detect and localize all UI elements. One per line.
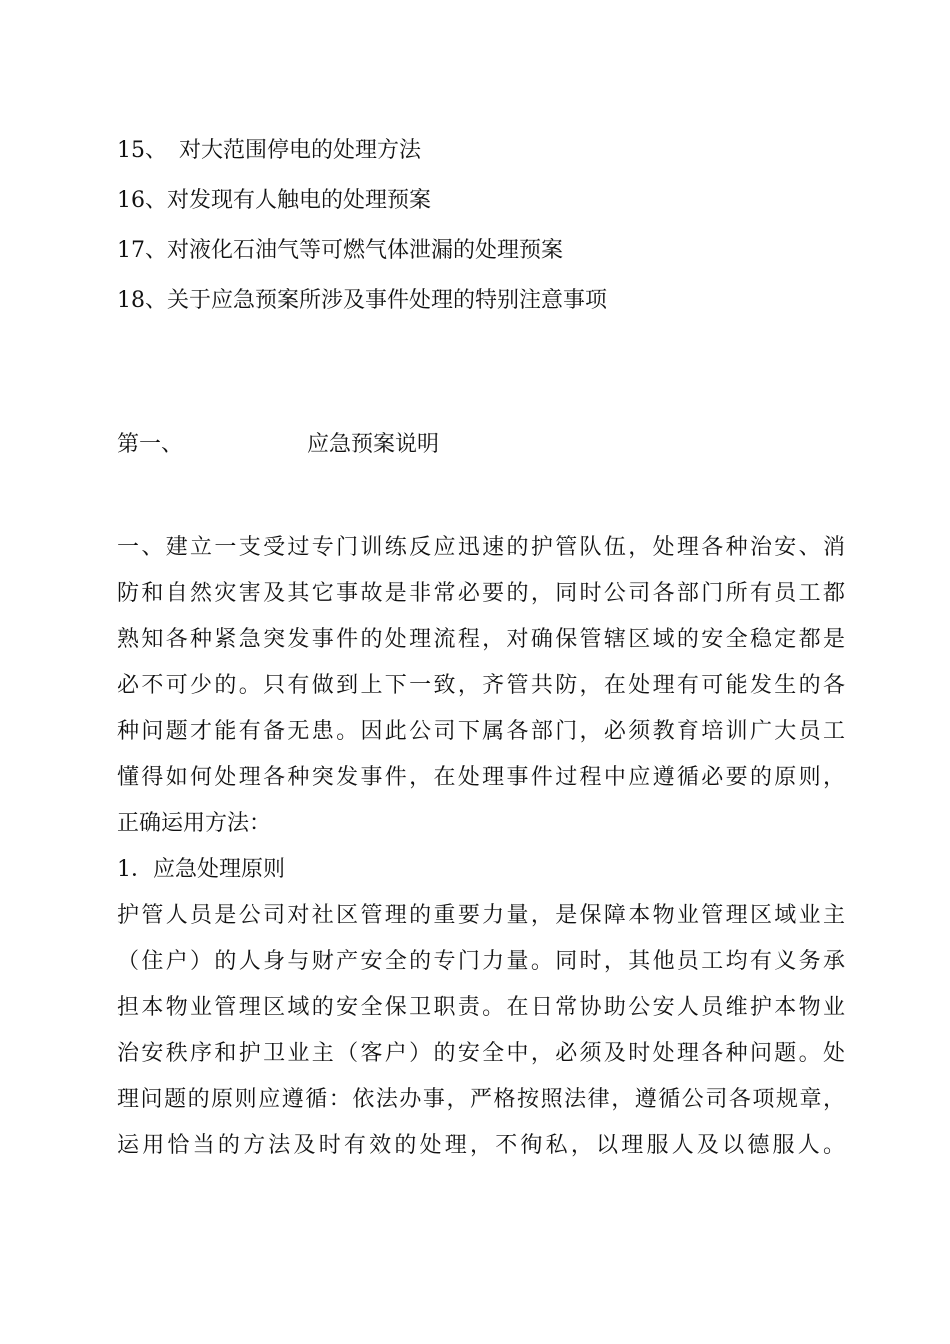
- paragraph-line: 正确运用方法：: [117, 811, 272, 836]
- paragraph-line: 防和自然灾害及其它事故是非常必要的，同时公司各部门所有员工都: [117, 581, 845, 606]
- paragraph-line: 懂得如何处理各种突发事件，在处理事件过程中应遵循必要的原则，: [117, 765, 845, 790]
- paragraph-line: 种问题才能有备无患。因此公司下属各部门，必须教育培训广大员工: [117, 719, 845, 744]
- toc-item-number: 15、: [117, 138, 167, 163]
- paragraph-line: 必不可少的。只有做到上下一致，齐管共防，在处理有可能发生的各: [117, 673, 845, 698]
- paragraph-line: 治安秩序和护卫业主（客户）的安全中，必须及时处理各种问题。处: [117, 1041, 845, 1066]
- toc-item: [117, 126, 857, 176]
- paragraph-line: 理问题的原则应遵循：依法办事，严格按照法律，遵循公司各项规章，: [117, 1087, 845, 1112]
- toc-item-title: 关于应急预案所涉及事件处理的特别注意事项: [167, 288, 608, 313]
- paragraph-line: 护管人员是公司对社区管理的重要力量，是保障本物业管理区域业主: [117, 903, 845, 928]
- table-of-contents: [117, 126, 857, 326]
- body-text: [117, 525, 845, 1169]
- toc-item-title: 对大范围停电的处理方法: [179, 138, 422, 163]
- paragraph-line: 熟知各种紧急突发事件的处理流程，对确保管辖区域的安全稳定都是: [117, 627, 845, 652]
- paragraph-line: （住户）的人身与财产安全的专门力量。同时，其他员工均有义务承: [117, 949, 845, 974]
- section-heading: [117, 425, 439, 465]
- subheading: 1．应急处理原则: [117, 857, 285, 882]
- toc-item-number: 17、: [117, 238, 167, 263]
- paragraph-line: 运用恰当的方法及时有效的处理，不徇私，以理服人及以德服人。: [117, 1133, 845, 1158]
- toc-item-number: 18、: [117, 288, 167, 313]
- toc-item-title: 对液化石油气等可燃气体泄漏的处理预案: [167, 238, 564, 263]
- section-title: 应急预案说明: [307, 432, 440, 457]
- toc-item: [117, 276, 857, 326]
- section-label: 第一、: [117, 432, 184, 457]
- toc-item: [117, 176, 857, 226]
- toc-item: [117, 226, 857, 276]
- paragraph-line: 一、建立一支受过专门训练反应迅速的护管队伍，处理各种治安、消: [117, 535, 845, 560]
- toc-item-number: 16、: [117, 188, 167, 213]
- toc-item-title: 对发现有人触电的处理预案: [167, 188, 432, 213]
- paragraph-line: 担本物业管理区域的安全保卫职责。在日常协助公安人员维护本物业: [117, 995, 845, 1020]
